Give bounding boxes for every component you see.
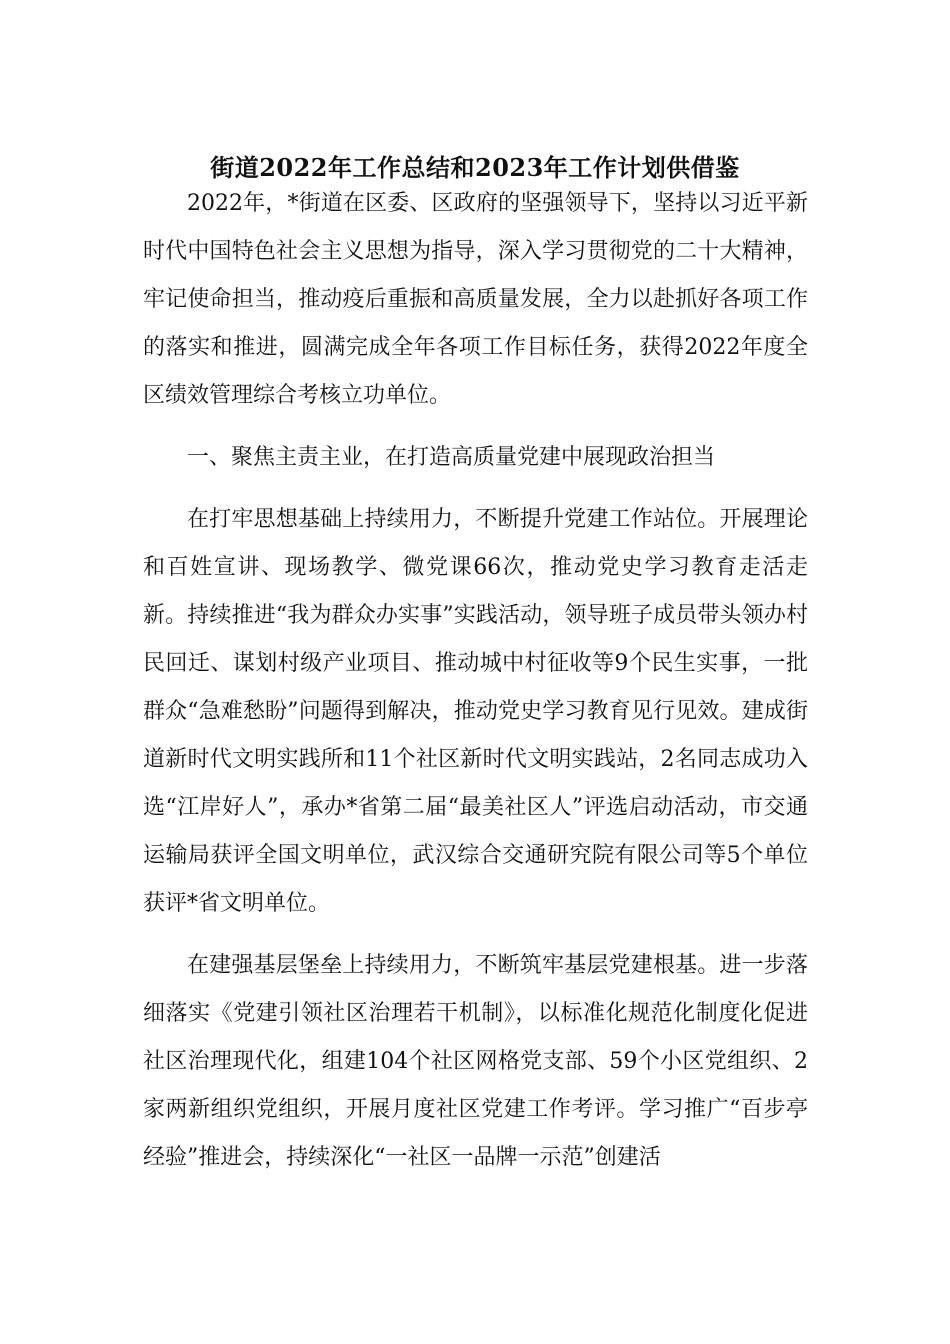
body-paragraph-2: 在建强基层堡垒上持续用力，不断筑牢基层党建根基。进一步落细落实《党建引领社区治理若干机制》，以标准化规范化制度化促进社区治理现代化，组建104个社区网格党支部、59个小区党组织、2家两新组织党组织，开展月度社区党建工作考评。学习推广“百步亭经验”推进会，持续深化“一社区一品牌一示范”创建活 <box>143 953 808 1170</box>
document-title: 街道2022年工作总结和2023年工作计划供借鉴 <box>210 153 740 182</box>
section-heading: 一、聚焦主责主业，在打造高质量党建中展现政治担当 <box>187 445 716 470</box>
intro-paragraph: 2022年，*街道在区委、区政府的坚强领导下，坚持以习近平新时代中国特色社会主义思想为指导，深入学习贯彻党的二十大精神，牢记使命担当，推动疫后重振和高质量发展，全力以赴抓好各项工作的落实和推进，圆满完成全年各项工作目标任务，获得2022年度全区绩效管理综合考核立功单位。 <box>143 191 808 408</box>
body-paragraph-1: 在打牢思想基础上持续用力，不断提升党建工作站位。开展理论和百姓宣讲、现场教学、微党课66次，推动党史学习教育走活走新。持续推进“我为群众办实事”实践活动，领导班子成员带头领办村民回迁、谋划村级产业项目、推动城中村征收等9个民生实事，一批群众“急难愁盼”问题得到解决，推动党史学习教育见行见效。建成街道新时代文明实践所和11个社区新时代文明实践站，2名同志成功入选“江岸好人”，承办*省第二届“最美社区人”评选启动活动，市交通运输局获评全国文明单位，武汉综合交通研究院有限公司等5个单位获评*省文明单位。 <box>143 507 808 916</box>
document-body <box>143 180 808 1182</box>
